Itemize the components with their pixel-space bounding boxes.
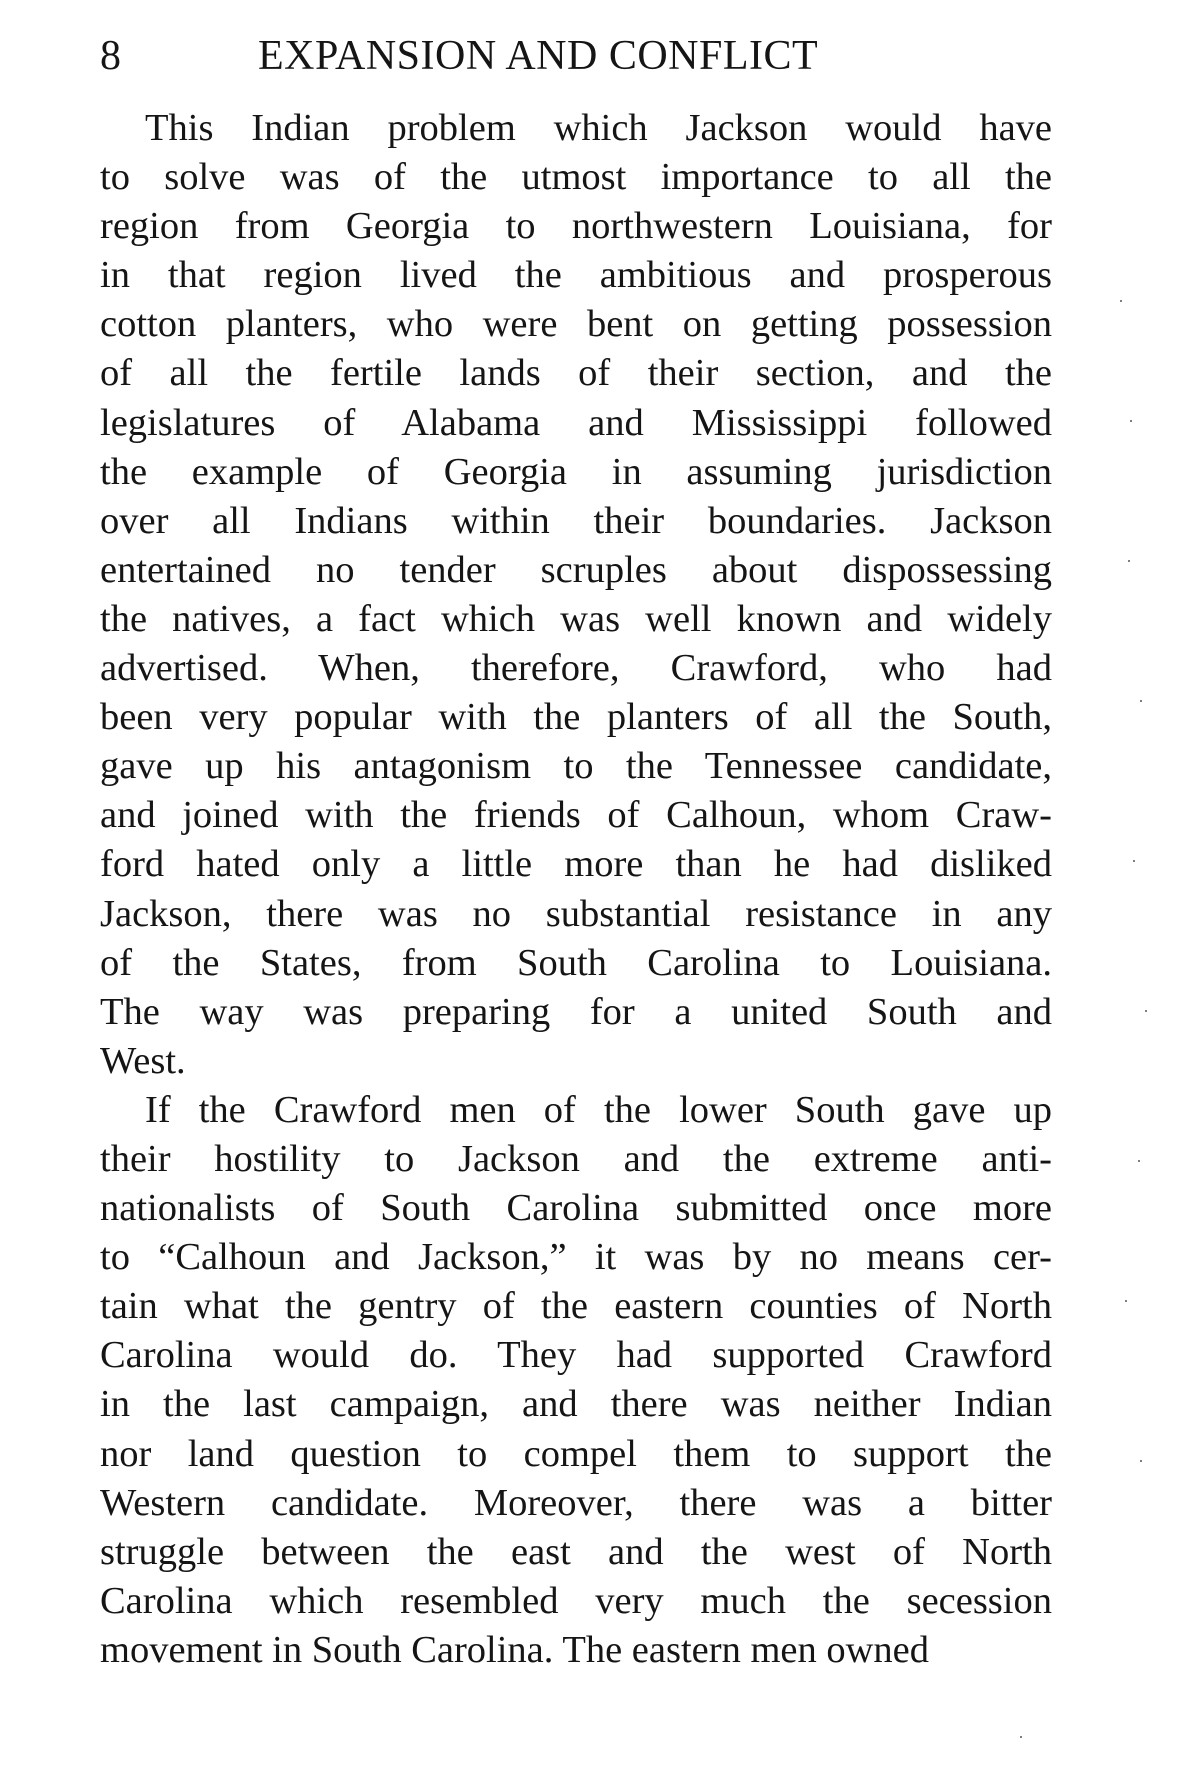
text-line: West. — [100, 1039, 186, 1082]
running-title: EXPANSION AND CONFLICT — [258, 33, 819, 79]
text-line: region from Georgia to northwestern Louisiana, for — [100, 205, 1052, 248]
scan-speck — [1120, 300, 1122, 302]
scan-speck — [1020, 1736, 1022, 1738]
scan-speck — [1140, 700, 1142, 702]
text-line: and joined with the friends of Calhoun, whom Craw- — [100, 794, 1052, 837]
text-line: their hostility to Jackson and the extreme anti- — [100, 1137, 1052, 1180]
text-line: been very popular with the planters of all the South, — [100, 696, 1052, 739]
text-line: over all Indians within their boundaries. Jackson — [100, 499, 1052, 542]
text-line: advertised. When, therefore, Crawford, who had — [100, 647, 1052, 690]
scan-speck — [1133, 860, 1135, 862]
text-line: to solve was of the utmost importance to all the — [100, 156, 1052, 199]
text-line: Carolina would do. They had supported Crawford — [100, 1334, 1052, 1377]
text-line: If the Crawford men of the lower South gave up — [145, 1088, 1052, 1131]
scan-speck — [1125, 1300, 1127, 1302]
text-line: in that region lived the ambitious and prosperous — [100, 254, 1052, 297]
text-line: the example of Georgia in assuming jurisdiction — [100, 450, 1052, 493]
running-head — [100, 26, 1060, 86]
text-line: cotton planters, who were bent on getting possession — [100, 303, 1052, 346]
text-line: tain what the gentry of the eastern counties of North — [100, 1285, 1052, 1328]
page-number: 8 — [100, 33, 121, 79]
text-line: Jackson, there was no substantial resistance in any — [100, 892, 1052, 935]
text-line: struggle between the east and the west of North — [100, 1530, 1052, 1573]
text-line: in the last campaign, and there was neither Indian — [100, 1383, 1052, 1426]
text-line: Western candidate. Moreover, there was a bitter — [100, 1481, 1052, 1524]
text-line: nor land question to compel them to support the — [100, 1432, 1052, 1475]
scan-speck — [1138, 1160, 1140, 1162]
body-text — [100, 104, 1052, 1675]
text-line: nationalists of South Carolina submitted once more — [100, 1187, 1052, 1230]
scan-speck — [1145, 1010, 1147, 1012]
text-line: legislatures of Alabama and Mississippi followed — [100, 401, 1052, 444]
text-line: This Indian problem which Jackson would have — [145, 107, 1052, 149]
text-line: movement in South Carolina. The eastern men owned — [100, 1628, 929, 1671]
scan-speck — [1140, 1460, 1142, 1462]
scan-speck — [1128, 560, 1130, 562]
text-line: Carolina which resembled very much the secession — [100, 1579, 1052, 1622]
text-line: ford hated only a little more than he had disliked — [100, 843, 1052, 886]
text-line: to “Calhoun and Jackson,” it was by no means cer- — [100, 1236, 1052, 1279]
text-line: of the States, from South Carolina to Louisiana. — [100, 941, 1052, 984]
text-line: gave up his antagonism to the Tennessee candidate, — [100, 745, 1052, 788]
text-line: the natives, a fact which was well known and widely — [100, 597, 1052, 640]
scan-speck — [1130, 420, 1132, 422]
text-line: of all the fertile lands of their section, and the — [100, 352, 1052, 395]
text-line: entertained no tender scruples about dispossessing — [100, 548, 1052, 591]
text-line: The way was preparing for a united South and — [100, 990, 1052, 1033]
